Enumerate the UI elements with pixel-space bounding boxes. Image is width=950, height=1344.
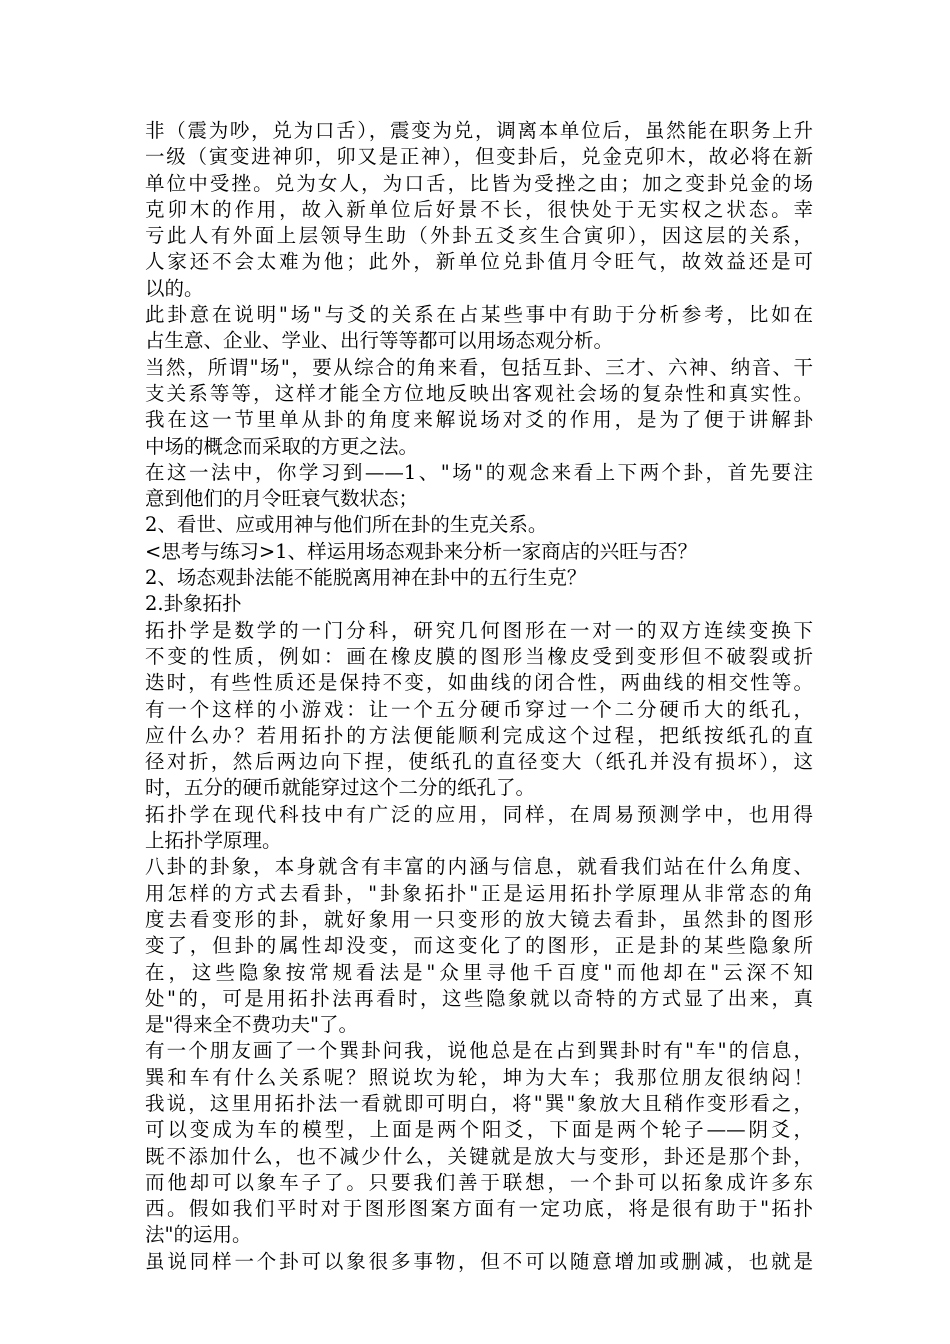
text-line: 时，五分的硬币就能穿过这个二分的纸孔了。 [145,776,536,800]
text-line: 径对折，然后两边向下捏，使纸孔的直径变大（纸孔并没有损坏），这 [145,750,813,774]
text-line: 不变的性质，例如：画在橡皮膜的图形当橡皮受到变形但不破裂或折 [145,644,813,668]
text-line: 此卦意在说明"场"与爻的关系在占某些事中有助于分析参考，比如在 [145,303,813,327]
text-line: 支关系等等，这样才能全方位地反映出客观社会场的复杂性和真实性。 [145,381,813,405]
text-line: 有一个这样的小游戏：让一个五分硬币穿过一个二分硬币大的纸孔， [145,697,813,721]
text-line: 在，这些隐象按常规看法是"众里寻他千百度"而他却在"云深不知 [145,960,813,984]
text-line: 我说，这里用拓扑法一看就即可明白，将"巽"象放大且稍作变形看之， [145,1091,813,1115]
text-line: 拓扑学是数学的一门分科，研究几何图形在一对一的双方连续变换下 [145,618,813,642]
text-line: 度去看变形的卦，就好象用一只变形的放大镜去看卦，虽然卦的图形 [145,907,813,931]
text-line: 可以变成为车的模型，上面是两个阳爻，下面是两个轮子——阴爻， [145,1118,813,1142]
text-line: 拓扑学在现代科技中有广泛的应用，同样，在周易预测学中，也用得 [145,802,813,826]
text-line: 亏此人有外面上层领导生助（外卦五爻亥生合寅卯），因这层的关系， [145,224,813,248]
text-line: 单位中受挫。兑为女人，为口舌，比皆为受挫之由；加之变卦兑金的场 [145,171,813,195]
text-line: 而他却可以象车子了。只要我们善于联想，一个卦可以拓象成许多东 [145,1170,813,1194]
text-line: 2.卦象拓扑 [145,592,242,616]
text-line: 上拓扑学原理。 [145,829,282,853]
text-line: <思考与练习>1、样运用场态观卦来分析一家商店的兴旺与否？ [145,539,698,563]
text-line: 人家还不会太难为他；此外，新单位兑卦值月令旺气，故效益还是可 [145,250,813,274]
text-line: 非（震为吵，兑为口舌），震变为兑，调离本单位后，虽然能在职务上升 [145,119,813,142]
text-line: 处"的，可是用拓扑法再看时，这些隐象就以奇特的方式显了出来，真 [145,986,813,1010]
text-line: 在这一法中，你学习到——1、"场"的观念来看上下两个卦，首先要注 [145,460,813,484]
text-line: 虽说同样一个卦可以象很多事物，但不可以随意增加或删减，也就是 [145,1249,813,1273]
text-line: 巽和车有什么关系呢？照说坎为轮，坤为大车；我那位朋友很纳闷！ [145,1065,813,1089]
document-body [145,118,813,1275]
text-line: 应什么办？若用拓扑的方法便能顺利完成这个过程，把纸按纸孔的直 [145,723,813,747]
text-line: 西。假如我们平时对于图形图案方面有一定功底，将是很有助于"拓扑 [145,1197,813,1221]
text-line: 以的。 [145,276,204,300]
text-line: 用怎样的方式去看卦，"卦象拓扑"正是运用拓扑学原理从非常态的角 [145,881,813,905]
text-line: 意到他们的月令旺衰气数状态； [145,487,419,511]
text-line: 中场的概念而采取的方更之法。 [145,434,419,458]
text-line: 我在这一节里单从卦的角度来解说场对爻的作用，是为了便于讲解卦 [145,408,813,432]
text-line: 克卯木的作用，故入新单位后好景不长，很快处于无实权之状态。幸 [145,197,813,221]
text-line: 一级（寅变进神卯，卯又是正神），但变卦后，兑金克卯木，故必将在新 [145,145,813,169]
text-line: 既不添加什么，也不减少什么，关键就是放大与变形，卦还是那个卦， [145,1144,813,1168]
text-line: 2、场态观卦法能不能脱离用神在卦中的五行生克？ [145,566,587,590]
text-line: 变了，但卦的属性却没变，而这变化了的图形，正是卦的某些隐象所 [145,934,813,958]
text-line: 迭时，有些性质还是保持不变，如曲线的闭合性，两曲线的相交性等。 [145,671,813,695]
text-line: 有一个朋友画了一个巽卦问我，说他总是在占到巽卦时有"车"的信息， [145,1039,813,1063]
text-line: 八卦的卦象，本身就含有丰富的内涵与信息，就看我们站在什么角度、 [145,855,813,879]
text-line: 当然，所谓"场"，要从综合的角来看，包括互卦、三才、六神、纳音、干 [145,355,813,379]
text-line: 占生意、企业、学业、出行等等都可以用场态观分析。 [145,329,614,353]
text-line: 法"的运用。 [145,1223,252,1247]
text-line: 是"得来全不费功夫"了。 [145,1013,358,1037]
text-line: 2、看世、应或用神与他们所在卦的生克关系。 [145,513,548,537]
